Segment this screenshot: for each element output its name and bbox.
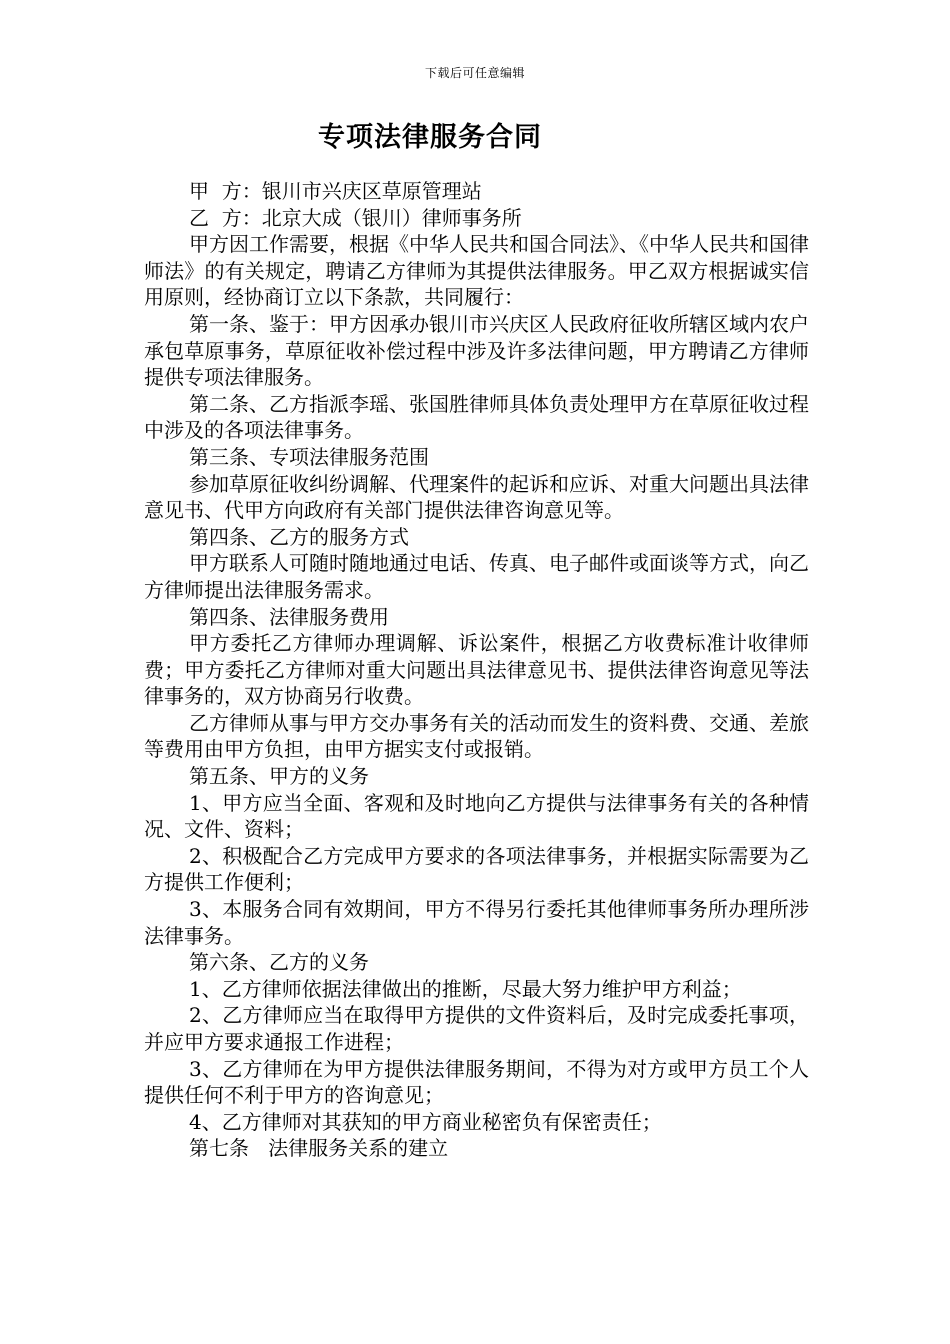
party-b-duty-4: 4、乙方律师对其获知的甲方商业秘密负有保密责任； [189,1109,662,1134]
party-a-line: 甲 方：银川市兴庆区草原管理站 [189,179,482,203]
party-b-duty-2: 2、乙方律师应当在取得甲方提供的文件资料后，及时完成委托事项，并应甲方要求通报工作进程； [144,1003,809,1054]
article-3-heading: 第三条、专项法律服务范围 [189,444,429,469]
fees-paragraph-2: 乙方律师从事与甲方交办事务有关的活动而发生的资料费、交通、差旅等费用由甲方负担，由甲方据实支付或报销。 [144,710,809,762]
article-4-heading: 第四条、乙方的服务方式 [189,524,409,549]
party-b-duty-1: 1、乙方律师依据法律做出的推断，尽最大努力维护甲方利益； [189,976,742,1001]
article-4-fees-heading: 第四条、法律服务费用 [189,604,389,629]
article-7-heading: 第七条 法律服务关系的建立 [189,1136,449,1161]
article-2-paragraph: 第二条、乙方指派李瑶、张国胜律师具体负责处理甲方在草原征收过程中涉及的各项法律事务。 [144,391,809,443]
document-title: 专项法律服务合同 [318,122,542,153]
party-a-duty-1: 1、甲方应当全面、客观和及时地向乙方提供与法律事务有关的各种情况、文件、资料； [144,790,809,842]
party-a-duty-3: 3、本服务合同有效期间，甲方不得另行委托其他律师事务所办理所涉法律事务。 [144,897,809,948]
party-b-duty-3: 3、乙方律师在为甲方提供法律服务期间，不得为对方或甲方员工个人提供任何不利于甲方的咨询意见； [144,1056,809,1108]
party-a-duty-2: 2、积极配合乙方完成甲方要求的各项法律事务，并根据实际需要为乙方提供工作便利； [144,843,809,895]
fees-paragraph-1: 甲方委托乙方律师办理调解、诉讼案件，根据乙方收费标准计收律师费；甲方委托乙方律师对重大问题出具法律意见书、提供法律咨询意见等法律事务的，双方协商另行收费。 [144,631,809,709]
article-1-paragraph: 第一条、鉴于：甲方因承办银川市兴庆区人民政府征收所辖区域内农户承包草原事务，草原征收补偿过程中涉及许多法律问题，甲方聘请乙方律师提供专项法律服务。 [144,311,809,390]
download-note: 下载后可任意编辑 [424,66,525,80]
article-6-heading: 第六条、乙方的义务 [189,950,369,975]
preamble-paragraph: 甲方因工作需要，根据《中华人民共和国合同法》、《中华人民共和国律师法》的有关规定，聘请乙方律师为其提供法律服务。甲乙双方根据诚实信用原则，经协商订立以下条款，共同履行： [144,232,809,310]
article-3-paragraph: 参加草原征收纠纷调解、代理案件的起诉和应诉、对重大问题出具法律意见书、代甲方向政府有关部门提供法律咨询意见等。 [144,471,809,523]
article-5-heading: 第五条、甲方的义务 [189,764,369,789]
contract-body [144,178,809,1162]
party-b-line: 乙 方：北京大成（银川）律师事务所 [189,205,522,230]
article-4-paragraph: 甲方联系人可随时随地通过电话、传真、电子邮件或面谈等方式，向乙方律师提出法律服务需求。 [144,551,809,602]
